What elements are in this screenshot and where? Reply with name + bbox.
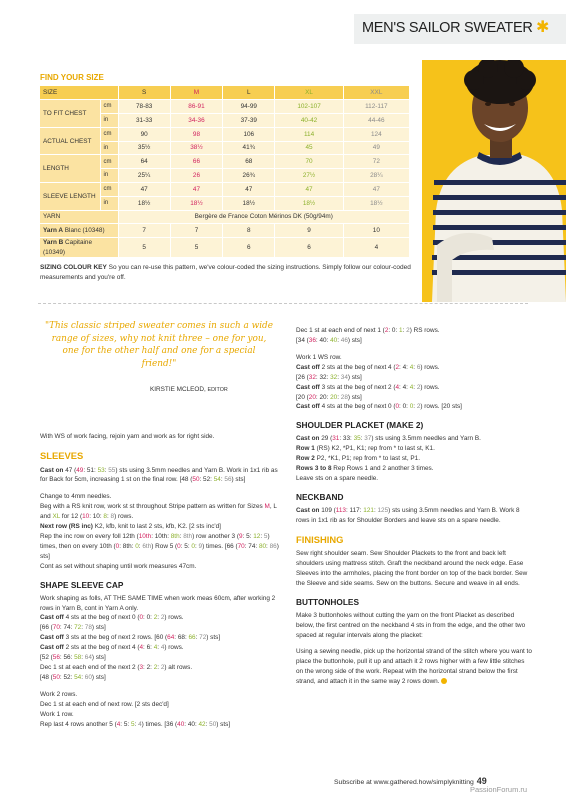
table-cell: 90 — [118, 127, 170, 141]
shape-sleeve-text-2: Work 2 rows. Dec 1 st at each end of next row. [2 sts dec'd] Work 1 row. Rep last 4 rows another 5 (4: 5: 5: 4) times. [36 (40: 40: 42: 50) sts] — [40, 690, 231, 728]
table-cell: 64 — [118, 155, 170, 169]
neckband-text: Cast on 109 (113: 117: 121: 125) sts using 3.5mm needles and Yarn B. Work 8 rows in 1x1 rib as for Shoulder Borders and leave sts on a spare needle. — [296, 506, 520, 524]
shape-sleeve-text: Work shaping as folls, AT THE SAME TIME when work meas 60cm, after working 2 rows in Yarn B, cont in Yarn A only. Cast off 4 sts at the beg of next 0 (0: 0: 2: 2) rows. [66 (70: 74: 72: 78) sts] Cast off 3 sts at the beg of next 2 rows. [60 (64: 68: 66: 72) sts] Cast off 2 sts at the beg of next 4 (4: 6: 4: 4) rows. [52 (56: 56: 58: 64) sts] Dec 1 st at each end of the next 2 (3: 2: 2: 2) alt rows. [48 (50: 52: 54: 60) sts] — [40, 594, 276, 681]
unit-label: in — [100, 141, 118, 155]
model-photo — [422, 60, 566, 302]
table-cell: 124 — [343, 127, 409, 141]
table-cell: 45 — [275, 141, 343, 155]
yarn-row — [40, 210, 410, 224]
editor-quote: "This classic striped sweater comes in such a wide range of sizes, why not knit three – one for you, one for the other half and one for a special friend!" — [45, 321, 273, 369]
row-label: SLEEVE LENGTH — [40, 183, 100, 211]
buttonholes-text: Make 3 buttonholes without cutting the yarn on the front Placket as described below, the first centred on the neckband 4 sts in from the edge, and the other two spaced at regular intervals along the placket: — [296, 611, 526, 639]
table-cell: 72 — [343, 155, 409, 169]
star-icon: ✱ — [536, 19, 550, 36]
table-cell: 26 — [170, 169, 222, 183]
table-cell: 114 — [275, 127, 343, 141]
table-cell: 5 — [170, 238, 222, 258]
unit-label: cm — [100, 155, 118, 169]
table-cell: 47 — [343, 183, 409, 197]
yarn-a-row — [40, 224, 410, 238]
table-cell: 37-39 — [223, 114, 275, 128]
table-cell: 27½ — [275, 169, 343, 183]
model-illustration — [422, 60, 566, 302]
colour-key-title: SIZING COLOUR KEY — [40, 264, 107, 271]
table-cell: 18½ — [275, 196, 343, 210]
table-cell: 28¼ — [343, 169, 409, 183]
colour-key-text: So you can re-use this pattern, we've colour-coded the sizing instructions. Simply follow our colour-coded measurements and you're off. — [40, 264, 411, 282]
neckband-heading: NECKBAND — [296, 491, 344, 502]
buttonholes-text-2: Using a sewing needle, pick up the horizontal strand of the stitch where you want to place the buttonhole, pull it up and attach it 2 rows higher with a few little stitches on the wrong side of the work. Repeat with the horizontal strand below the first strand, and attach it in the same way 2 rows down. — [296, 648, 532, 686]
left-column — [40, 432, 284, 737]
row-label: TO FIT CHEST — [40, 100, 100, 128]
size-table-header-row — [40, 86, 410, 100]
table-cell: 4 — [343, 238, 409, 258]
header-cell: XL — [275, 86, 343, 100]
table-cell: 47 — [275, 183, 343, 197]
header-cell: L — [223, 86, 275, 100]
right-column — [296, 326, 532, 694]
table-cell: 34-36 — [170, 114, 222, 128]
shoulder-placket-heading: SHOULDER PLACKET (MAKE 2) — [296, 420, 424, 431]
unit-label: cm — [100, 183, 118, 197]
table-cell: 18½ — [223, 196, 275, 210]
table-cell: 25¼ — [118, 169, 170, 183]
dec-text: Dec 1 st at each end of next 1 (2: 0: 1: 2) RS rows. [34 (36: 40: 40: 46) sts] — [296, 327, 440, 344]
intro-text: With WS of work facing, rejoin yarn and work as for right side. — [40, 433, 215, 440]
page-title: MEN'S SAILOR SWEATER — [362, 20, 533, 36]
sleeves-text-2: Change to 4mm needles. Beg with a RS knit row, work st st throughout Stripe pattern as written for Sizes M, L and XL for 12 (10: 10: 8: 8) rows. Next row (RS inc) K2, kfb, knit to last 2 sts, kfb, K2. [2 sts inc'd] Rep the inc row on every foll 12th (10th: 10th: 8th: 8th) row another 3 (9: 5: 12: 5) times, then on every 10th (0: 8th: 0: 6th) Row 5 (0: 5: 0: 9) times. [66 (70: 74: 80: 86) sts] Cont as set without shaping until work measures 47cm. — [40, 493, 279, 570]
table-cell: 49 — [343, 141, 409, 155]
table-cell: 98 — [170, 127, 222, 141]
castoff-text: Work 1 WS row. Cast off 2 sts at the beg of next 4 (2: 4: 4: 6) rows. [26 (32: 32: 32: 34) sts] Cast off 3 sts at the beg of next 2 (4: 4: 4: 2) rows. [20 (20: 20: 20: 28) sts] Cast off 4 sts at the beg of next 0 (0: 0: 0: 2) rows. [20 sts] — [296, 353, 462, 411]
sleeves-heading: SLEEVES — [40, 449, 84, 461]
table-cell: 86-91 — [170, 100, 222, 114]
table-cell: 47 — [118, 183, 170, 197]
unit-label: in — [100, 114, 118, 128]
yarn-name: Bergère de France Coton Mérinos DK (50g/94m) — [118, 210, 410, 224]
row-label: LENGTH — [40, 155, 100, 183]
table-cell: 9 — [275, 224, 343, 238]
footer-text: Subscribe at www.gathered.how/simplyknitting — [334, 779, 474, 786]
table-cell: 7 — [170, 224, 222, 238]
yarn-b-row — [40, 238, 410, 258]
table-cell: 18½ — [170, 196, 222, 210]
size-table-heading: FIND YOUR SIZE — [40, 73, 104, 82]
table-row — [40, 155, 410, 169]
table-cell: 102-107 — [275, 100, 343, 114]
table-cell: 7 — [118, 224, 170, 238]
table-cell: 94-99 — [223, 100, 275, 114]
header-cell: SIZE — [40, 86, 118, 100]
table-cell: 35½ — [118, 141, 170, 155]
table-cell: 41¾ — [223, 141, 275, 155]
table-cell: 112-117 — [343, 100, 409, 114]
watermark: PassionForum.ru — [470, 785, 528, 794]
table-cell: 6 — [275, 238, 343, 258]
table-cell: 8 — [223, 224, 275, 238]
table-cell: 38½ — [170, 141, 222, 155]
sizing-colour-key — [40, 263, 412, 283]
table-row — [40, 183, 410, 197]
unit-label: cm — [100, 127, 118, 141]
shoulder-placket-text: Cast on 29 (31: 33: 35: 37) sts using 3.5mm needles and Yarn B. Row 1 (RS) K2, *P1, K1; rep from * to last st, K1. Row 2 P2, *K1, P1; rep from * to last st, P1. Rows 3 to 8 Rep Rows 1 and 2 another 3 times. Leave sts on a spare needle. — [296, 435, 481, 482]
section-divider — [38, 303, 528, 304]
header-cell: M — [170, 86, 222, 100]
unit-label: in — [100, 169, 118, 183]
size-table — [40, 86, 410, 258]
table-cell: 78-83 — [118, 100, 170, 114]
yarn-label: YARN — [40, 210, 118, 224]
table-cell: 68 — [223, 155, 275, 169]
row-label: ACTUAL CHEST — [40, 127, 100, 155]
finishing-heading: FINISHING — [296, 533, 344, 545]
table-cell: 44-46 — [343, 114, 409, 128]
table-cell: 26¾ — [223, 169, 275, 183]
table-cell: 106 — [223, 127, 275, 141]
table-row — [40, 127, 410, 141]
table-cell: 18½ — [343, 196, 409, 210]
end-dot-icon — [441, 678, 447, 684]
table-cell: 10 — [343, 224, 409, 238]
table-cell: 66 — [170, 155, 222, 169]
header-cell: S — [118, 86, 170, 100]
table-cell: 31-33 — [118, 114, 170, 128]
page-number: 49 — [476, 776, 487, 786]
yarn-a-label: Yarn A Blanc (10348) — [40, 224, 118, 238]
table-cell: 5 — [118, 238, 170, 258]
size-table-body — [40, 100, 410, 210]
table-cell: 70 — [275, 155, 343, 169]
table-cell: 6 — [223, 238, 275, 258]
table-cell: 40-42 — [275, 114, 343, 128]
header-cell: XXL — [343, 86, 409, 100]
sleeves-text: Cast on 47 (49: 51: 53: 55) sts using 3.5mm needles and Yarn B. Work in 1x1 rib as for Back for 5cm, increasing 1 st on the final row. [48 (50: 52: 54: 56) sts] — [40, 466, 278, 484]
buttonholes-heading: BUTTONHOLES — [296, 596, 359, 607]
yarn-b-label: Yarn B Capitaine (10349) — [40, 238, 118, 258]
quote-author: KIRSTIE MCLEOD, EDITOR — [150, 386, 228, 393]
footer — [334, 775, 487, 788]
table-cell: 18½ — [118, 196, 170, 210]
finishing-text: Sew right shoulder seam. Sew Shoulder Plackets to the front and back left shoulders using mattress stitch. Graft the neckband around the neck edge. Ease Sleeves into the armholes, placing the front border on top of the back border. Sew the Sleeve and side seams. Sew on the buttons. Secure and weave in all ends. — [296, 550, 528, 587]
shape-sleeve-cap-heading: SHAPE SLEEVE CAP — [40, 579, 124, 590]
table-cell: 47 — [170, 183, 222, 197]
unit-label: in — [100, 196, 118, 210]
table-row — [40, 100, 410, 114]
unit-label: cm — [100, 100, 118, 114]
table-cell: 47 — [223, 183, 275, 197]
